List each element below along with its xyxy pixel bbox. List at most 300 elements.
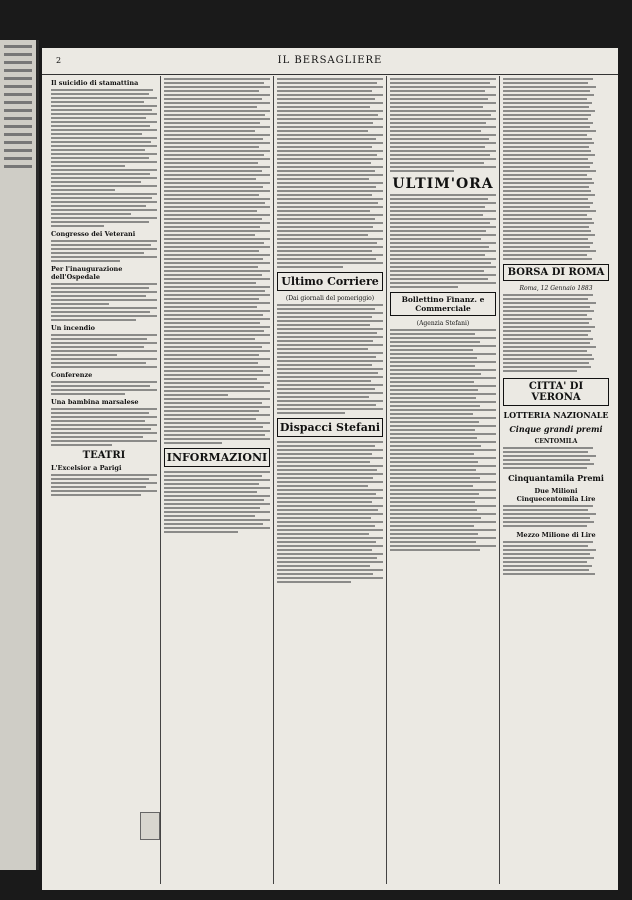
text-line: [51, 428, 151, 430]
text-line: [164, 226, 260, 228]
text-line: [503, 182, 594, 184]
text-line: [277, 344, 383, 346]
text-line: [503, 106, 589, 108]
section-title-dispacci: Dispacci Stefani: [277, 418, 383, 437]
text-line: [503, 130, 596, 132]
text-line: [503, 318, 592, 320]
text-line: [390, 282, 496, 284]
text-line: [277, 166, 383, 168]
section-title-borsa: BORSA DI ROMA: [503, 264, 609, 281]
text-line: [51, 201, 157, 203]
text-line: [503, 242, 593, 244]
text-line: [277, 408, 383, 410]
text-line: [277, 573, 373, 575]
text-line: [51, 93, 149, 95]
text-line: [277, 457, 383, 459]
text-line: [164, 362, 258, 364]
text-line: [390, 278, 488, 280]
text-line: [277, 509, 378, 511]
text-line: [277, 372, 378, 374]
text-line: [164, 515, 255, 517]
text-line: [390, 78, 496, 80]
text-line: [503, 573, 595, 575]
text-line: [503, 342, 590, 344]
text-line: [277, 380, 371, 382]
text-line: [164, 118, 270, 120]
text-line: [51, 221, 149, 223]
text-line: [277, 521, 383, 523]
text-line: [51, 358, 157, 360]
text-line: [503, 322, 589, 324]
text-line: [503, 314, 587, 316]
text-line: [164, 390, 270, 392]
text-line: [51, 256, 157, 258]
text-line: [277, 400, 383, 402]
text-line: [164, 314, 263, 316]
text-line: [277, 324, 370, 326]
text-line: [390, 246, 489, 248]
text-line: [51, 482, 157, 484]
text-line: [164, 346, 262, 348]
text-line: [390, 349, 473, 351]
text-line: [503, 90, 590, 92]
text-line: [503, 250, 596, 252]
text-line: [503, 447, 593, 449]
text-line: [51, 295, 146, 297]
text-line: [277, 146, 372, 148]
text-line: [390, 509, 477, 511]
text-line: [390, 210, 496, 212]
text-line: [503, 549, 596, 551]
text-line: [503, 186, 589, 188]
text-line: [164, 202, 265, 204]
headline: Per l'inaugurazione dell'Ospedale: [51, 265, 123, 281]
text-line: [503, 138, 592, 140]
text-line: [503, 102, 592, 104]
text-line: [390, 541, 476, 543]
text-line: [277, 368, 383, 370]
headline: Una bambina marsalese: [51, 398, 139, 406]
text-line: [51, 412, 149, 414]
text-line: [503, 78, 593, 80]
text-line: [277, 320, 383, 322]
text-line: [164, 430, 270, 432]
adjacent-page-edge: [0, 40, 39, 870]
text-line: [503, 222, 594, 224]
text-line: [503, 230, 591, 232]
column-3: [274, 76, 387, 884]
text-line: [277, 449, 383, 451]
text-line: [503, 118, 588, 120]
text-line: [277, 308, 375, 310]
text-line: [503, 178, 592, 180]
text-line: [164, 218, 262, 220]
text-line: [51, 101, 144, 103]
text-line: [164, 146, 259, 148]
text-line: [51, 161, 157, 163]
text-line: [390, 202, 496, 204]
text-line: [164, 306, 257, 308]
text-line: [164, 130, 255, 132]
text-line: [390, 369, 496, 371]
text-line: [164, 94, 270, 96]
text-line: [51, 432, 157, 434]
text-line: [164, 274, 262, 276]
text-line: [390, 393, 496, 395]
text-line: [390, 529, 496, 531]
text-line: [390, 497, 496, 499]
section-title-ultim-ora: ULTIM'ORA: [392, 176, 494, 192]
text-line: [503, 238, 588, 240]
text-line: [164, 78, 270, 80]
text-line: [51, 153, 157, 155]
text-line: [390, 401, 496, 403]
text-line: [503, 553, 590, 555]
text-line: [390, 258, 496, 260]
text-line: [164, 426, 263, 428]
text-line: [390, 341, 480, 343]
text-line: [390, 549, 480, 551]
text-line: [164, 190, 270, 192]
text-line: [390, 521, 496, 523]
text-line: [503, 142, 594, 144]
text-line: [503, 294, 593, 296]
text-line: [51, 205, 146, 207]
text-line: [277, 533, 369, 535]
text-line: [503, 467, 587, 469]
text-line: [164, 438, 270, 440]
text-line: [390, 409, 496, 411]
text-line: [390, 425, 496, 427]
text-line: [390, 545, 496, 547]
text-line: [164, 174, 270, 176]
text-line: [277, 150, 383, 152]
text-line: [503, 455, 596, 457]
text-line: [390, 102, 496, 104]
text-line: [503, 370, 577, 372]
text-line: [277, 497, 383, 499]
text-line: [503, 198, 588, 200]
text-line: [277, 376, 383, 378]
ad-title: CITTA' DI VERONA: [503, 378, 609, 406]
text-line: [277, 142, 383, 144]
text-line: [164, 422, 270, 424]
text-line: [51, 486, 146, 488]
text-line: [51, 420, 145, 422]
text-line: [503, 158, 588, 160]
text-line: [51, 165, 125, 167]
text-line: [164, 330, 264, 332]
text-line: [277, 569, 383, 571]
text-line: [390, 122, 486, 124]
text-line: [390, 238, 481, 240]
text-line: [390, 445, 481, 447]
text-line: [390, 154, 490, 156]
text-line: [390, 226, 496, 228]
text-line: [277, 312, 383, 314]
text-line: [390, 441, 496, 443]
text-line: [51, 149, 145, 151]
text-line: [390, 90, 485, 92]
text-line: [51, 287, 149, 289]
text-line: [51, 109, 152, 111]
page-header: [42, 48, 618, 75]
ad-lotteria: LOTTERIA NAZIONALE: [503, 410, 609, 420]
text-line: [164, 106, 257, 108]
text-line: [277, 453, 372, 455]
text-line: [277, 158, 383, 160]
text-line: [390, 337, 496, 339]
text-line: [164, 398, 270, 400]
text-line: [503, 170, 596, 172]
text-line: [503, 298, 588, 300]
columns: [48, 76, 612, 884]
text-line: [277, 246, 383, 248]
text-line: [277, 404, 376, 406]
text-line: [164, 246, 270, 248]
text-line: [503, 326, 595, 328]
text-line: [390, 242, 496, 244]
section-subtitle: (Dai giornali del pomeriggio): [285, 295, 375, 302]
text-line: [503, 569, 589, 571]
text-line: [164, 110, 270, 112]
text-line: [390, 138, 489, 140]
text-line: [277, 266, 343, 268]
text-line: [277, 316, 372, 318]
text-line: [164, 258, 263, 260]
text-line: [390, 98, 488, 100]
text-line: [503, 122, 593, 124]
text-line: [503, 126, 590, 128]
text-line: [390, 485, 473, 487]
text-line: [164, 166, 270, 168]
text-line: [51, 260, 120, 262]
text-line: [51, 385, 150, 387]
text-line: [277, 477, 373, 479]
text-line: [390, 206, 485, 208]
text-line: [503, 146, 589, 148]
text-line: [390, 489, 496, 491]
headline: L'Excelsior a Parigi: [51, 464, 122, 472]
text-line: [503, 354, 592, 356]
text-line: [503, 346, 596, 348]
text-line: [277, 222, 383, 224]
text-line: [277, 525, 375, 527]
text-line: [164, 122, 260, 124]
text-line: [503, 509, 588, 511]
text-line: [51, 366, 157, 368]
text-line: [390, 345, 496, 347]
text-line: [164, 531, 238, 533]
text-line: [277, 214, 383, 216]
text-line: [51, 381, 157, 383]
text-line: [51, 197, 152, 199]
text-line: [51, 133, 142, 135]
text-line: [164, 142, 270, 144]
text-line: [503, 194, 595, 196]
text-line: [51, 424, 157, 426]
text-line: [51, 217, 157, 219]
text-line: [277, 356, 376, 358]
text-line: [390, 162, 484, 164]
text-line: [164, 198, 270, 200]
text-line: [277, 202, 378, 204]
text-line: [164, 366, 270, 368]
text-line: [164, 374, 270, 376]
text-line: [503, 545, 588, 547]
text-line: [51, 157, 149, 159]
text-line: [51, 389, 157, 391]
text-line: [503, 463, 594, 465]
text-line: [164, 154, 264, 156]
text-line: [277, 441, 383, 443]
text-line: [503, 134, 587, 136]
text-line: [277, 304, 383, 306]
text-line: [164, 98, 262, 100]
text-line: [390, 86, 496, 88]
text-line: [164, 178, 256, 180]
text-line: [51, 334, 157, 336]
text-line: [164, 286, 270, 288]
section-title-teatri: TEATRI: [82, 450, 126, 461]
text-line: [277, 485, 368, 487]
text-line: [51, 213, 131, 215]
text-line: [51, 177, 157, 179]
text-line: [503, 234, 595, 236]
text-line: [164, 186, 263, 188]
text-line: [390, 114, 491, 116]
text-line: [51, 408, 157, 410]
text-line: [277, 174, 383, 176]
text-line: [164, 527, 270, 529]
text-line: [51, 97, 157, 99]
text-line: [277, 90, 372, 92]
text-line: [390, 413, 473, 415]
text-line: [503, 541, 593, 543]
section-title-bollettino: Bollettino Finanz. e Commerciale: [390, 292, 496, 316]
text-line: [164, 354, 259, 356]
text-line: [503, 210, 596, 212]
text-line: [503, 82, 588, 84]
text-line: [51, 490, 157, 492]
column-2: [161, 76, 274, 884]
text-line: [164, 126, 270, 128]
text-line: [277, 170, 375, 172]
text-line: [390, 82, 490, 84]
text-line: [503, 521, 594, 523]
text-line: [164, 402, 262, 404]
text-line: [390, 433, 496, 435]
text-line: [164, 290, 265, 292]
text-line: [164, 507, 260, 509]
text-line: [164, 82, 264, 84]
text-line: [277, 348, 368, 350]
section-subtitle: (Agenzia Stefani): [416, 320, 470, 327]
text-line: [51, 474, 157, 476]
text-line: [51, 209, 157, 211]
text-line: [51, 89, 153, 91]
text-line: [390, 254, 485, 256]
text-line: [390, 142, 496, 144]
text-line: [390, 517, 481, 519]
text-line: [164, 358, 270, 360]
text-line: [390, 274, 496, 276]
text-line: [277, 549, 372, 551]
text-line: [277, 557, 377, 559]
text-line: [164, 479, 270, 481]
text-line: [51, 440, 157, 442]
text-line: [164, 294, 270, 296]
text-line: [277, 501, 372, 503]
text-line: [164, 302, 270, 304]
text-line: [51, 478, 149, 480]
text-line: [503, 246, 590, 248]
text-line: [390, 286, 458, 288]
page-number: 2: [56, 56, 62, 65]
text-line: [164, 134, 270, 136]
text-line: [277, 577, 383, 579]
text-line: [390, 465, 496, 467]
text-line: [503, 150, 591, 152]
text-line: [503, 154, 595, 156]
text-line: [503, 350, 587, 352]
text-line: [164, 234, 255, 236]
text-line: [51, 141, 151, 143]
text-line: [164, 242, 264, 244]
text-line: [390, 333, 475, 335]
text-line: [503, 254, 587, 256]
text-line: [503, 517, 590, 519]
text-line: [277, 250, 372, 252]
text-line: [503, 86, 596, 88]
text-line: [503, 162, 593, 164]
text-line: [277, 110, 383, 112]
text-line: [503, 98, 587, 100]
text-line: [277, 178, 369, 180]
text-line: [51, 311, 150, 313]
text-line: [390, 397, 476, 399]
text-line: [503, 202, 593, 204]
text-line: [51, 319, 136, 321]
text-line: [503, 258, 592, 260]
text-line: [503, 330, 591, 332]
text-line: [51, 248, 157, 250]
text-line: [503, 338, 593, 340]
column-5: [500, 76, 612, 884]
ad-due-milioni: Due Milioni Cinquecentomila Lire: [516, 487, 596, 503]
text-line: [277, 114, 378, 116]
text-line: [390, 106, 483, 108]
text-line: [277, 513, 383, 515]
text-line: [164, 254, 270, 256]
text-line: [503, 459, 590, 461]
text-line: [277, 126, 383, 128]
text-line: [164, 483, 259, 485]
ad-centomila: CENTOMILA: [534, 438, 578, 445]
text-line: [51, 240, 157, 242]
text-line: [390, 457, 496, 459]
text-line: [277, 481, 383, 483]
text-line: [277, 234, 368, 236]
text-line: [390, 477, 480, 479]
text-line: [277, 388, 375, 390]
text-line: [277, 360, 383, 362]
text-line: [51, 105, 157, 107]
column-4: [387, 76, 500, 884]
text-line: [51, 494, 141, 496]
text-line: [390, 222, 490, 224]
text-line: [164, 86, 270, 88]
